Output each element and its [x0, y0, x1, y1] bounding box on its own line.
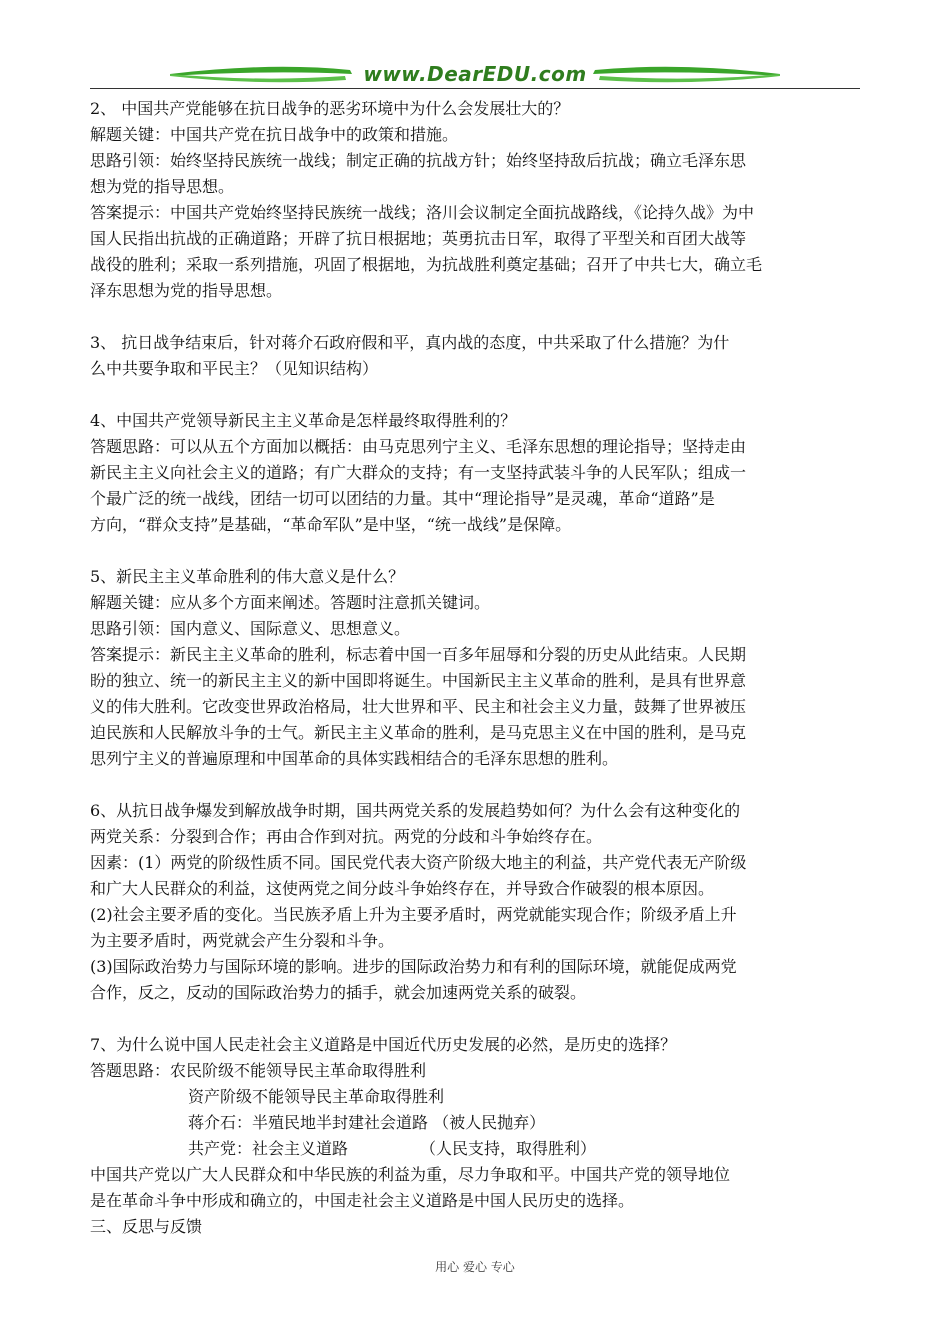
q5-answer-line: 迫民族和人民解放斗争的士气。新民主主义革命的胜利，是马克思主义在中国的胜利，是马克 [90, 723, 747, 742]
section-heading: 三、反思与反馈 [90, 1217, 203, 1236]
q7-line-part: 共产党：社会主义道路 [188, 1139, 349, 1158]
q6-line: 和广大人民群众的利益，这使两党之间分歧斗争始终存在，并导致合作破裂的根本原因。 [90, 879, 715, 898]
q7-line-part: （人民支持，取得胜利） [420, 1139, 597, 1158]
q7-conclusion-line: 中国共产党以广大人民群众和中华民族的利益为重，尽力争取和平。中国共产党的领导地位 [90, 1165, 731, 1184]
q6-line: 两党关系：分裂到合作；再由合作到对抗。两党的分歧和斗争始终存在。 [90, 827, 603, 846]
q2-answer-line: 泽东思想为党的指导思想。 [90, 281, 283, 300]
document-body [90, 96, 865, 1240]
q6-title: 6、从抗日战争爆发到解放战争时期，国共两党关系的发展趋势如何？为什么会有这种变化的 [90, 801, 741, 820]
q2-answer-line: 答案提示：中国共产党始终坚持民族统一战线；洛川会议制定全面抗战路线，《论持久战》为中 [90, 203, 755, 222]
q5-answer-line: 思列宁主义的普遍原理和中国革命的具体实践相结合的毛泽东思想的胜利。 [90, 749, 619, 768]
q4-line: 方向，“群众支持”是基础，“革命军队”是中坚，“统一战线”是保障。 [90, 515, 572, 534]
q2-title: 2、 中国共产党能够在抗日战争的恶劣环境中为什么会发展壮大的？ [90, 99, 570, 118]
q7-line [90, 1136, 865, 1162]
q6-line: 为主要矛盾时，两党就会产生分裂和斗争。 [90, 931, 395, 950]
q5-hint: 思路引领：国内意义、国际意义、思想意义。 [90, 619, 411, 638]
q4-title: 4、中国共产党领导新民主主义革命是怎样最终取得胜利的？ [90, 411, 517, 430]
q4-line: 个最广泛的统一战线，团结一切可以团结的力量。其中“理论指导”是灵魂，革命“道路”是 [90, 489, 715, 508]
q2-hint-line: 想为党的指导思想。 [90, 177, 235, 196]
q4-line: 答题思路：可以从五个方面加以概括：由马克思列宁主义、毛泽东思想的理论指导；坚持走由 [90, 437, 747, 456]
q5-title: 5、新民主主义革命胜利的伟大意义是什么？ [90, 567, 405, 586]
q2-answer-line: 战役的胜利；采取一系列措施，巩固了根据地，为抗战胜利奠定基础；召开了中共七大，确立毛 [90, 255, 763, 274]
q6-line: 合作，反之，反动的国际政治势力的插手，就会加速两党关系的破裂。 [90, 983, 587, 1002]
q6-line: 因素：(1）两党的阶级性质不同。国民党代表大资产阶级大地主的利益，共产党代表无产阶级 [90, 853, 747, 872]
q6-line: (3)国际政治势力与国际环境的影响。进步的国际政治势力和有利的国际环境，就能促成两党 [90, 957, 737, 976]
q2-key: 解题关键：中国共产党在抗日战争中的政策和措施。 [90, 125, 459, 144]
q2-hint-line: 思路引领：始终坚持民族统一战线；制定正确的抗战方针；始终坚持敌后抗战；确立毛泽东思 [90, 151, 747, 170]
site-header [90, 60, 860, 90]
q5-answer-line: 答案提示：新民主主义革命的胜利，标志着中国一百多年屈辱和分裂的历史从此结束。人民期 [90, 645, 747, 664]
q5-key: 解题关键：应从多个方面来阐述。答题时注意抓关键词。 [90, 593, 491, 612]
q4-line: 新民主主义向社会主义的道路；有广大群众的支持；有一支坚持武装斗争的人民军队；组成一 [90, 463, 747, 482]
q7-line: 蒋介石：半殖民地半封建社会道路 （被人民抛弃） [188, 1113, 546, 1132]
q7-title: 7、为什么说中国人民走社会主义道路是中国近代历史发展的必然，是历史的选择？ [90, 1035, 677, 1054]
q3-line: 3、 抗日战争结束后，针对蒋介石政府假和平，真内战的态度，中共采取了什么措施？为什 [90, 333, 730, 352]
page-footer: 用心 爱心 专心 [435, 1260, 515, 1274]
q6-line: (2)社会主要矛盾的变化。当民族矛盾上升为主要矛盾时，两党就能实现合作；阶级矛盾上升 [90, 905, 737, 924]
q5-answer-line: 义的伟大胜利。它改变世界政治格局，壮大世界和平、民主和社会主义力量，鼓舞了世界被压 [90, 697, 747, 716]
q2-answer-line: 国人民指出抗战的正确道路；开辟了抗日根据地；英勇抗击日军，取得了平型关和百团大战等 [90, 229, 747, 248]
header-rule [90, 88, 860, 89]
q7-line: 答题思路：农民阶级不能领导民主革命取得胜利 [90, 1061, 427, 1080]
site-logo[interactable]: www.DearEDU.com [363, 62, 587, 86]
q7-line: 资产阶级不能领导民主革命取得胜利 [188, 1087, 445, 1106]
q3-line: 么中共要争取和平民主？（见知识结构） [90, 359, 379, 378]
q7-conclusion-line: 是在革命斗争中形成和确立的，中国走社会主义道路是中国人民历史的选择。 [90, 1191, 635, 1210]
q5-answer-line: 盼的独立、统一的新民主主义的新中国即将诞生。中国新民主主义革命的胜利，是具有世界意 [90, 671, 747, 690]
